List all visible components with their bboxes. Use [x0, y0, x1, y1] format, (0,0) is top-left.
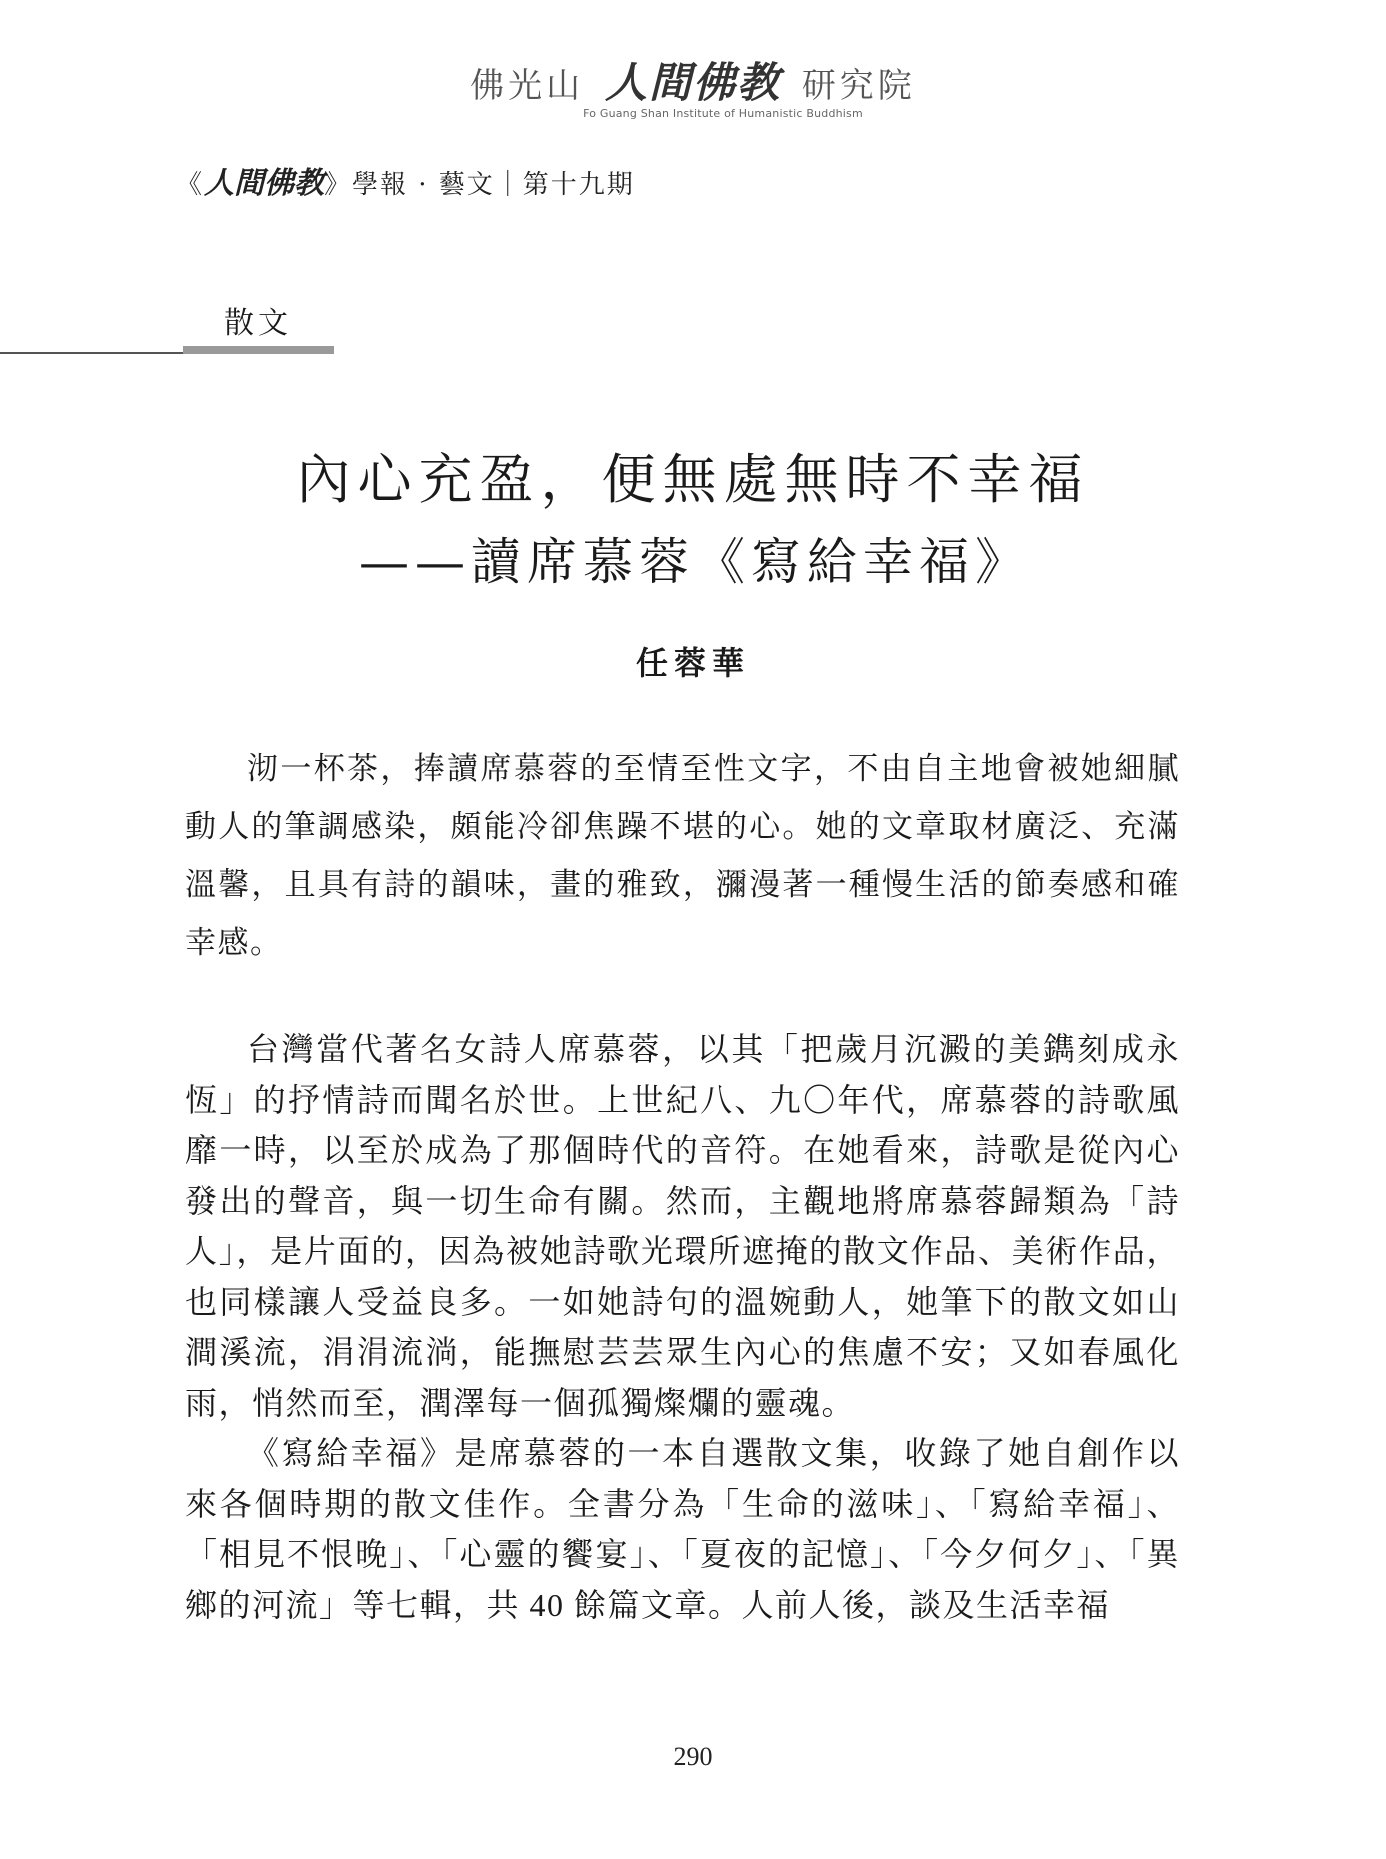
section-label: 散文	[224, 306, 292, 341]
masthead	[0, 58, 1386, 120]
section-divider-bar	[183, 346, 334, 354]
intro-section	[185, 740, 1180, 972]
institute-name-left: 佛光山	[470, 66, 585, 106]
intro-paragraph: 沏一杯茶，捧讀席慕蓉的至情至性文字，不由自主地會被她細膩動人的筆調感染，頗能冷卻焦躁不堪的心。她的文章取材廣泛、充滿溫馨，且具有詩的韻味，畫的雅致，瀰漫著一種慢生活的節奏感和確幸感。	[185, 751, 1180, 961]
institute-name	[0, 58, 1386, 111]
article-author: 任蓉華	[635, 644, 750, 682]
running-header-issue: 》學報 · 藝文｜第十九期	[324, 170, 635, 200]
body-paragraph: 《寫給幸福》是席慕蓉的一本自選散文集，收錄了她自創作以來各個時期的散文佳作。全書分為「生命的滋味」、「寫給幸福」、「相見不恨晚」、「心靈的饗宴」、「夏夜的記憶」、「今夕何夕」、「異鄉的河流」等七輯，共 40 餘篇文章。人前人後，談及生活幸福	[185, 1435, 1180, 1623]
running-header	[176, 158, 635, 202]
institute-english-name: Fo Guang Shan Institute of Humanistic Buddhism	[583, 107, 863, 120]
title-block	[0, 440, 1386, 600]
body-paragraph: 台灣當代著名女詩人席慕蓉，以其「把歲月沉澱的美鐫刻成永恆」的抒情詩而聞名於世。上世紀八、九〇年代，席慕蓉的詩歌風靡一時，以至於成為了那個時代的音符。在她看來，詩歌是從內心發出的聲音，與一切生命有關。然而，主觀地將席慕蓉歸類為「詩人」，是片面的，因為被她詩歌光環所遮掩的散文作品、美術作品，也同樣讓人受益良多。一如她詩句的溫婉動人，她筆下的散文如山澗溪流，涓涓流淌，能撫慰芸芸眾生內心的焦慮不安；又如春風化雨，悄然而至，潤澤每一個孤獨燦爛的靈魂。	[185, 1031, 1180, 1421]
institute-name-right: 研究院	[801, 66, 916, 106]
page-number: 290	[673, 1742, 713, 1771]
journal-logo-mark: 人間佛教	[204, 166, 325, 201]
article-subtitle: ——讀席慕蓉《寫給幸福》	[359, 533, 1031, 591]
running-header-open-quote: 《	[176, 170, 205, 200]
body-section	[185, 1024, 1180, 1630]
article-title: 內心充盈，便無處無時不幸福	[296, 448, 1090, 511]
institute-logo-calligraphy: 人間佛教	[604, 58, 781, 107]
